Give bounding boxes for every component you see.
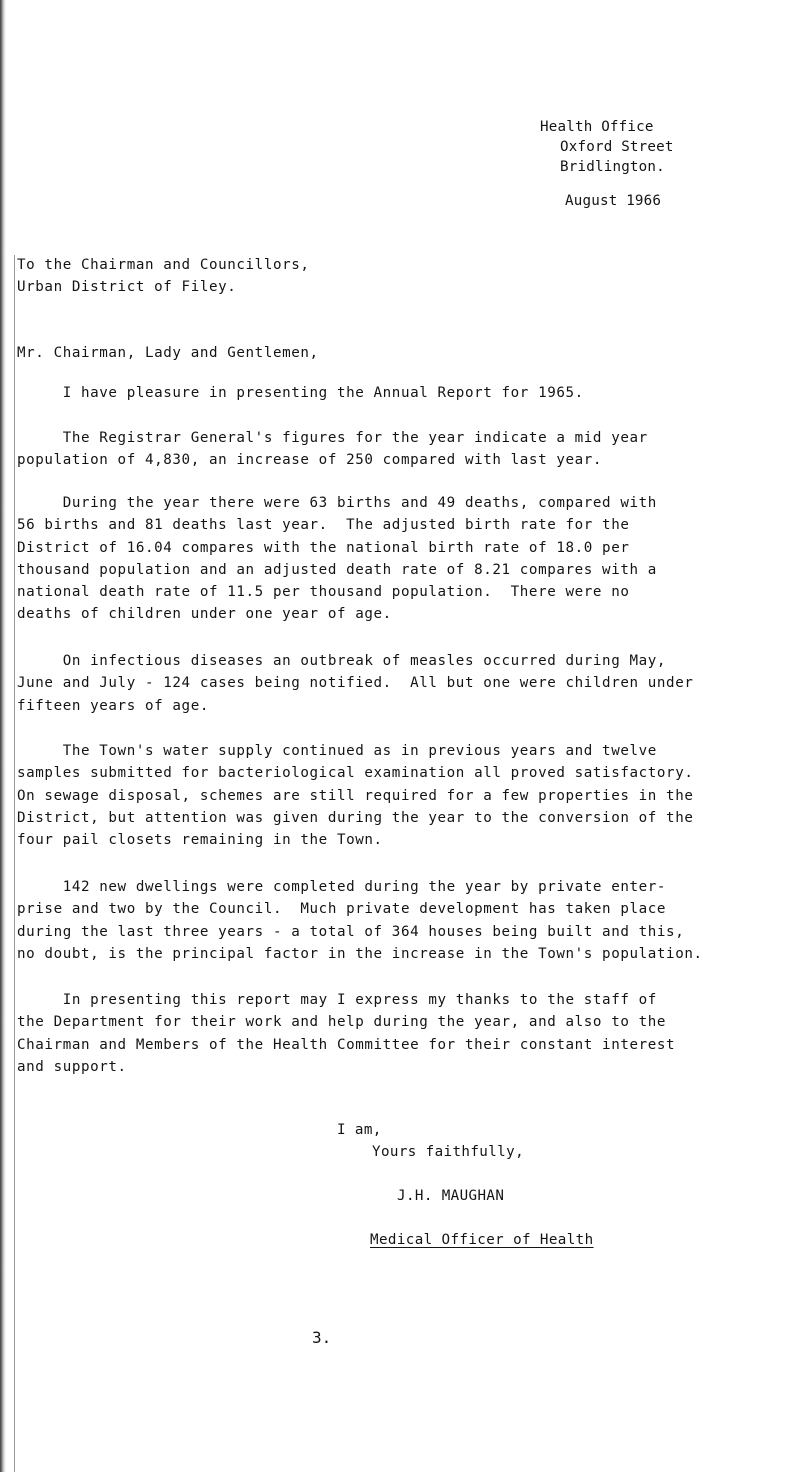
paragraph-6 xyxy=(17,876,703,965)
addressee-line-1: To the Chairman and Councillors, xyxy=(17,257,310,273)
text-line: On sewage disposal, schemes are still required for a few properties in the xyxy=(17,787,694,804)
text-line: fifteen years of age. xyxy=(17,697,209,714)
text-line: In presenting this report may I express my thanks to the staff of xyxy=(17,992,657,1008)
paragraph-3 xyxy=(17,492,657,626)
text-line: four pail closets remaining in the Town. xyxy=(17,832,383,849)
address-line-3: Bridlington. xyxy=(560,159,665,175)
text-line: I have pleasure in presenting the Annual Report for 1965. xyxy=(17,385,584,401)
address-line-2: Oxford Street xyxy=(560,139,674,155)
text-line: deaths of children under one year of age. xyxy=(17,606,392,623)
letter-date: August 1966 xyxy=(565,193,662,209)
text-line: and support. xyxy=(17,1058,127,1075)
text-line: During the year there were 63 births and 49 deaths, compared with xyxy=(17,495,657,511)
text-line: On infectious diseases an outbreak of measles occurred during May, xyxy=(17,653,667,669)
text-line: national death rate of 11.5 per thousand population. There were no xyxy=(17,584,630,601)
text-line: 142 new dwellings were completed during the year by private enter- xyxy=(17,879,667,895)
text-line: no doubt, is the principal factor in the increase in the Town's population. xyxy=(17,945,703,962)
text-line: June and July - 124 cases being notified. All but one were children under xyxy=(17,675,694,692)
text-line: The Registrar General's figures for the year indicate a mid year xyxy=(17,430,648,446)
closing-line-2: Yours faithfully, xyxy=(372,1144,525,1160)
signatory-title: Medical Officer of Health xyxy=(370,1232,594,1248)
salutation: Mr. Chairman, Lady and Gentlemen, xyxy=(17,345,319,361)
margin-rule xyxy=(14,255,15,1472)
paragraph-2 xyxy=(17,427,648,472)
text-line: during the last three years - a total of 364 houses being built and this, xyxy=(17,923,685,940)
text-line: population of 4,830, an increase of 250 compared with last year. xyxy=(17,452,603,469)
paragraph-7 xyxy=(17,989,675,1078)
text-line: 56 births and 81 deaths last year. The adjusted birth rate for the xyxy=(17,517,630,534)
closing-line-1: I am, xyxy=(337,1122,382,1138)
text-line: District, but attention was given during the year to the conversion of the xyxy=(17,809,694,826)
page-number: 3. xyxy=(312,1328,332,1347)
binding-edge xyxy=(0,0,6,1472)
text-line: Chairman and Members of the Health Committee for their constant interest xyxy=(17,1036,676,1053)
paragraph-4 xyxy=(17,650,693,717)
addressee-line-2: Urban District of Filey. xyxy=(17,279,237,295)
addressee xyxy=(17,254,310,298)
text-line: thousand population and an adjusted death rate of 8.21 compares with a xyxy=(17,561,657,578)
text-line: samples submitted for bacteriological examination all proved satisfactory. xyxy=(17,765,694,782)
text-line: The Town's water supply continued as in previous years and twelve xyxy=(17,743,657,759)
text-line: the Department for their work and help during the year, and also to the xyxy=(17,1014,667,1031)
paragraph-5 xyxy=(17,740,693,851)
signatory-name: J.H. MAUGHAN xyxy=(397,1188,505,1204)
address-line-1: Health Office xyxy=(540,119,654,135)
text-line: prise and two by the Council. Much private development has taken place xyxy=(17,901,667,918)
paragraph-1 xyxy=(17,382,584,404)
text-line: District of 16.04 compares with the national birth rate of 18.0 per xyxy=(17,539,630,556)
